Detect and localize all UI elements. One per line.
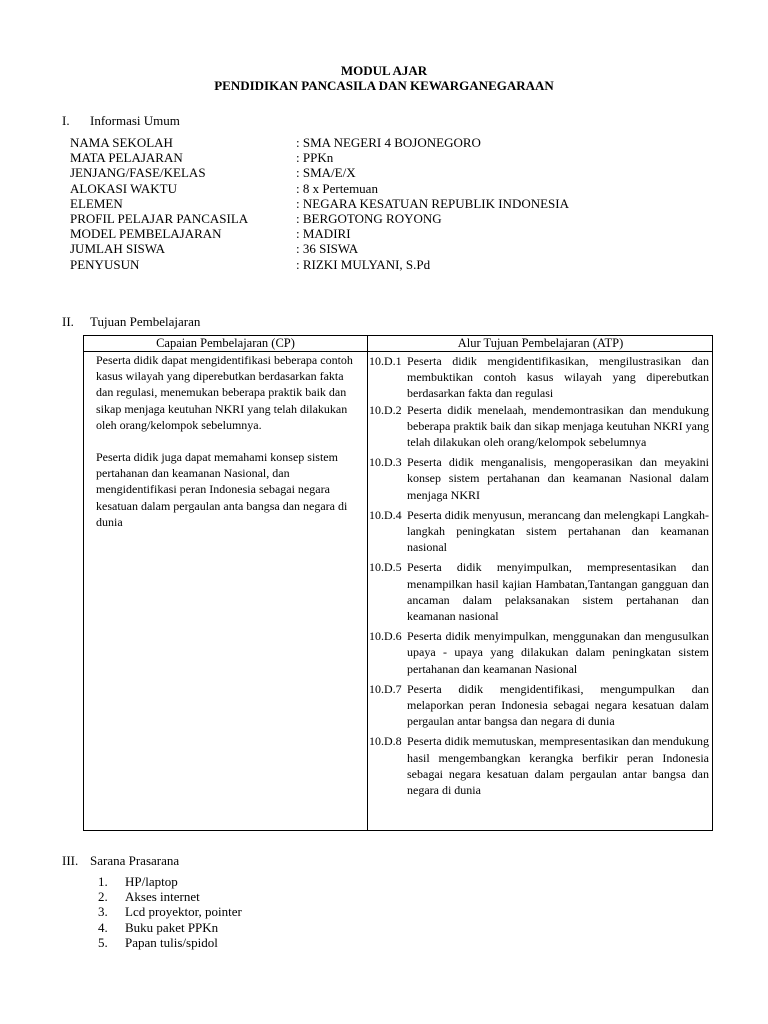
info-value: : 36 SISWA <box>296 241 359 257</box>
info-label: PENYUSUN <box>70 256 140 272</box>
general-info-list <box>70 135 690 272</box>
info-value: : NEGARA KESATUAN REPUBLIK INDONESIA <box>296 195 569 211</box>
info-row <box>70 196 690 211</box>
atp-code: 10.D.1 <box>369 354 402 368</box>
section-3-title: Sarana Prasarana <box>90 853 180 868</box>
table-header-cp: Capaian Pembelajaran (CP) <box>156 336 295 350</box>
info-row <box>70 257 690 272</box>
atp-item <box>369 733 709 798</box>
section-1-title: Informasi Umum <box>90 113 180 128</box>
info-value: : PPKn <box>296 150 334 166</box>
list-item-text: Buku paket PPKn <box>125 919 219 935</box>
info-row <box>70 135 690 150</box>
atp-text: Peserta didik menyimpulkan, menggunakan dan mengusulkan upaya - upaya yang dilakukan dalam peningkatan sistem pertahanan dan keamanan Nasional <box>407 629 709 676</box>
info-value: : RIZKI MULYANI, S.Pd <box>296 256 431 272</box>
info-row <box>70 181 690 196</box>
section-2-number: II. <box>62 314 74 329</box>
cp-paragraph: Peserta didik juga dapat memahami konsep sistem pertahanan dan keamanan Nasional, dan mengidentifikasi peran Indonesia sebagai negara kesatuan dalam pergaulan anta bangsa dan negara di dunia <box>96 450 348 529</box>
info-value: : 8 x Pertemuan <box>296 180 378 196</box>
list-item-number: 4. <box>98 919 108 935</box>
info-label: NAMA SEKOLAH <box>70 135 173 150</box>
list-item-number: 2. <box>98 889 108 905</box>
info-row <box>70 226 690 241</box>
list-item-number: 5. <box>98 934 108 950</box>
atp-code: 10.D.3 <box>369 455 402 470</box>
atp-item <box>369 559 709 624</box>
list-item-text: Lcd proyektor, pointer <box>125 904 242 920</box>
list-item-number: 3. <box>98 904 108 920</box>
table-column-divider <box>367 336 368 830</box>
info-value: : SMA/E/X <box>296 165 356 181</box>
info-value: : SMA NEGERI 4 BOJONEGORO <box>296 135 481 150</box>
atp-text: Peserta didik menyusun, merancang dan melengkapi Langkah-langkah peningkatan sistem pertahanan dan keamanan nasional <box>407 507 709 555</box>
atp-item <box>369 353 709 402</box>
atp-text: Peserta didik menelaah, mendemontrasikan dan mendukung beberapa praktik baik dan sikap menjaga keutuhan NKRI yang telah dilakukan oleh orang/kelompok sebelumnya <box>407 402 709 450</box>
document-subtitle: PENDIDIKAN PANCASILA DAN KEWARGANEGARAAN <box>214 78 554 93</box>
info-label: ELEMEN <box>70 195 123 211</box>
atp-text: Peserta didik mengidentifikasi, mengumpulkan dan melaporkan peran Indonesia sebagai negara kesatuan dalam pergaulan antar bangsa dan negara di dunia <box>407 681 709 729</box>
section-2-title: Tujuan Pembelajaran <box>90 314 201 329</box>
info-value: : BERGOTONG ROYONG <box>296 210 442 226</box>
info-label: MODEL PEMBELAJARAN <box>70 226 222 242</box>
list-item-text: Akses internet <box>125 889 200 905</box>
info-label: MATA PELAJARAN <box>70 150 183 166</box>
atp-code: 10.D.8 <box>369 734 402 749</box>
atp-text: Peserta didik menyimpulkan, mempresentasikan dan menampilkan hasil kajian Hambatan,Tantangan gangguan dan ancaman dalam pelaksanakan sistem pertahanan dan keamanan nasional <box>407 560 709 624</box>
info-value: : MADIRI <box>296 226 351 242</box>
list-item-number: 1. <box>98 874 108 889</box>
cp-cell <box>96 352 361 530</box>
atp-cell <box>369 353 709 798</box>
atp-code: 10.D.2 <box>369 402 402 417</box>
atp-code: 10.D.6 <box>369 629 402 644</box>
info-row <box>70 241 690 256</box>
info-row <box>70 150 690 165</box>
list-item-text: Papan tulis/spidol <box>125 934 218 950</box>
info-label: PROFIL PELAJAR PANCASILA <box>70 210 249 226</box>
atp-item <box>369 507 709 556</box>
atp-code: 10.D.4 <box>369 507 402 522</box>
document-title: MODUL AJAR <box>340 63 428 78</box>
atp-code: 10.D.5 <box>369 560 402 575</box>
info-label: JENJANG/FASE/KELAS <box>70 165 206 181</box>
atp-item <box>369 681 709 730</box>
cp-paragraph: Peserta didik dapat mengidentifikasi beberapa contoh kasus wilayah yang diperebutkan berdasarkan fakta dan regulasi, menemukan beberapa praktik baik dan sikap menjaga keutuhan NKRI yang telah dilakukan oleh orang/kelompok sebelumnya. <box>96 353 353 432</box>
info-row <box>70 211 690 226</box>
section-3-number: III. <box>62 853 79 868</box>
atp-item <box>369 454 709 503</box>
info-row <box>70 165 690 180</box>
table-header-atp: Alur Tujuan Pembelajaran (ATP) <box>457 336 624 350</box>
atp-text: Peserta didik menganalisis, mengoperasikan dan meyakini konsep sistem pertahanan dan keamanan Nasional dalam menjaga NKRI <box>407 455 709 502</box>
learning-objectives-table <box>83 335 713 831</box>
atp-code: 10.D.7 <box>369 681 402 696</box>
list-item-text: HP/laptop <box>125 874 178 889</box>
atp-text: Peserta didik mengidentifikasikan, mengilustrasikan dan membuktikan contoh kasus wilayah yang diperebutkan berdasarkan fakta dan regulasi <box>407 354 709 401</box>
atp-item <box>369 402 709 451</box>
section-1-number: I. <box>62 113 70 128</box>
atp-text: Peserta didik memutuskan, mempresentasikan dan mendukung hasil mengembangkan kerangka berfikir peran Indonesia sebagai negara kesatuan dalam pergaulan antar bangsa dan negara di dunia <box>407 734 709 798</box>
info-label: ALOKASI WAKTU <box>70 180 178 196</box>
atp-item <box>369 628 709 677</box>
info-label: JUMLAH SISWA <box>70 241 165 257</box>
